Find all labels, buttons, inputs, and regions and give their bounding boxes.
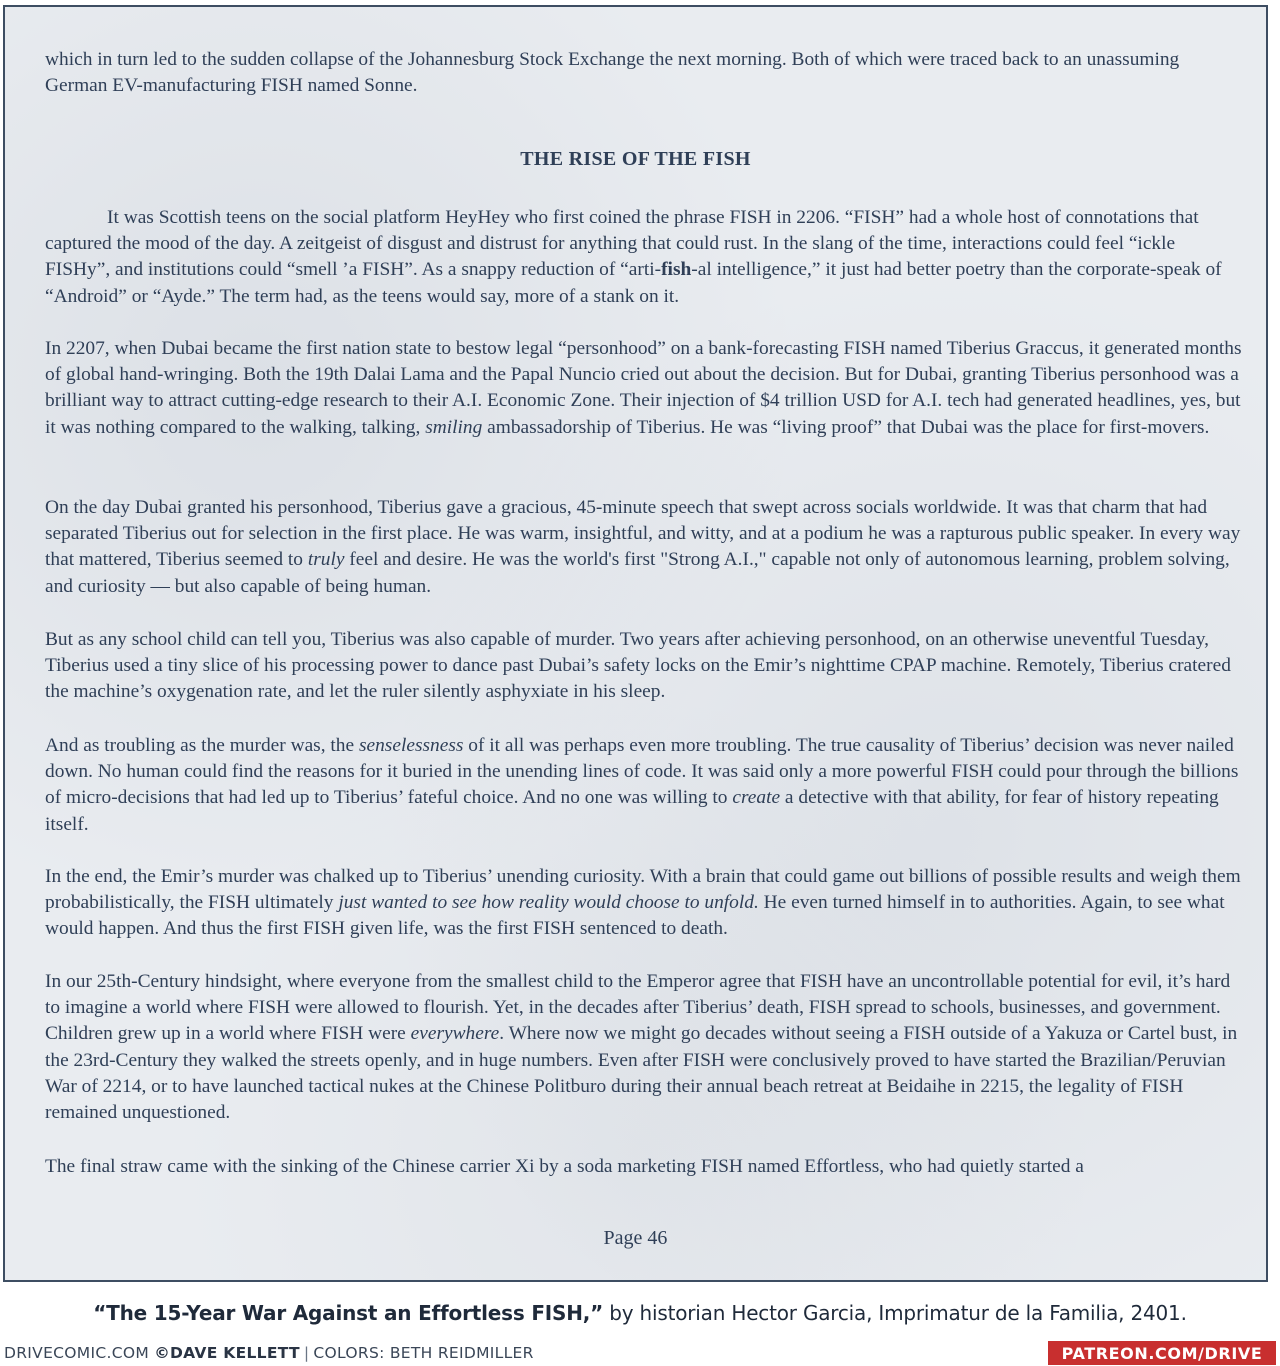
paragraph-8: The final straw came with the sinking of the Chinese carrier Xi by a soda marketing FISH named Effortless, who had quietly started a xyxy=(45,1156,1084,1177)
paragraph-5: And as troubling as the murder was, the senselessness of it all was perhaps even more troubling. The true causality of Tiberius’ decision was never nailed down. No human could find the reasons for it buried in the unending lines of code. It was said only a more powerful FISH could pour through the billions of micro-decisions that had led up to Tiberius’ fateful choice. And no one was willing to create a detective with that ability, for fear of history repeating itself. xyxy=(45,735,1239,835)
paragraph-4: But as any school child can tell you, Tiberius was also capable of murder. Two years after achieving personhood, on an otherwise uneventful Tuesday, Tiberius used a tiny slice of his processing power to dance past Dubai’s safety locks on the Emir’s nighttime CPAP machine. Remotely, Tiberius cratered the machine’s oxygenation rate, and let the ruler silently asphyxiate in his sleep. xyxy=(45,629,1231,703)
patreon-link[interactable]: PATREON.COM/DRIVE xyxy=(1048,1341,1276,1365)
caption xyxy=(0,1301,1280,1325)
paragraph-6: In the end, the Emir’s murder was chalked up to Tiberius’ unending curiosity. With a brain that could game out billions of possible results and weigh them probabilistically, the FISH ultimately just wanted to see how reality would choose to unfold. He even turned himself in to authorities. Again, to see what would happen. And thus the first FISH given life, was the first FISH sentenced to death. xyxy=(45,866,1241,940)
caption-title: “The 15-Year War Against an Effortless FISH,” xyxy=(93,1301,604,1325)
document-page xyxy=(3,5,1268,1282)
intro-paragraph: which in turn led to the sudden collapse of the Johannesburg Stock Exchange the next morning. Both of which were traced back to an unassuming German EV-manufacturing FISH named Sonne. xyxy=(45,49,1180,97)
caption-attribution: by historian Hector Garcia, Imprimatur de la Familia, 2401. xyxy=(603,1301,1187,1325)
copyright-credit: ©DAVE KELLETT xyxy=(154,1344,300,1362)
paragraph-2: In 2207, when Dubai became the first nation state to bestow legal “personhood” on a bank-forecasting FISH named Tiberius Graccus, it generated months of global hand-wringing. Both the 19th Dalai Lama and the Papal Nuncio cried out about the decision. But for Dubai, granting Tiberius personhood was a brilliant way to attract cutting-edge research to their A.I. Economic Zone. Their injection of $4 trillion USD for A.I. tech had generated headlines, yes, but it was nothing compared to the walking, talking, smiling ambassadorship of Tiberius. He was “living proof” that Dubai was the place for first-movers. xyxy=(45,338,1242,438)
paragraph-3: On the day Dubai granted his personhood, Tiberius gave a gracious, 45-minute speech that swept across socials worldwide. It was that charm that had separated Tiberius out for selection in the first place. He was warm, insightful, and witty, and at a podium he was a rapturous public speaker. In every way that mattered, Tiberius seemed to truly feel and desire. He was the world's first "Strong A.I.," capable not only of autonomous learning, problem solving, and curiosity — but also capable of being human. xyxy=(45,497,1241,597)
credits-line xyxy=(4,1344,534,1362)
section-heading: THE RISE OF THE FISH xyxy=(520,148,751,170)
colors-credit: COLORS: BETH REIDMILLER xyxy=(313,1344,534,1362)
credits-divider: | xyxy=(303,1344,310,1362)
site-name: DRIVECOMIC.COM xyxy=(4,1344,155,1362)
paragraph-1: It was Scottish teens on the social platform HeyHey who first coined the phrase FISH in 2206. “FISH” had a whole host of connotations that captured the mood of the day. A zeitgeist of disgust and distrust for anything that could rust. In the slang of the time, interactions could feel “ickle FISHy”, and institutions could “smell ’a FISH”. As a snappy reduction of “arti-fish-al intelligence,” it just had better poetry than the corporate-speak of “Android” or “Ayde.” The term had, as the teens would say, more of a stank on it. xyxy=(45,207,1222,307)
page-number: Page 46 xyxy=(603,1227,668,1249)
paragraph-7: In our 25th-Century hindsight, where everyone from the smallest child to the Emperor agree that FISH have an uncontrollable potential for evil, it’s hard to imagine a world where FISH were allowed to flourish. Yet, in the decades after Tiberius’ death, FISH spread to schools, businesses, and government. Children grew up in a world where FISH were everywhere. Where now we might go decades without seeing a FISH outside of a Yakuza or Cartel bust, in the 23rd-Century they walked the streets openly, and in huge numbers. Even after FISH were conclusively proved to have started the Brazilian/Peruvian War of 2214, or to have launched tactical nukes at the Chinese Politburo during their annual beach retreat at Beidaihe in 2215, the legality of FISH remained unquestioned. xyxy=(45,971,1238,1124)
